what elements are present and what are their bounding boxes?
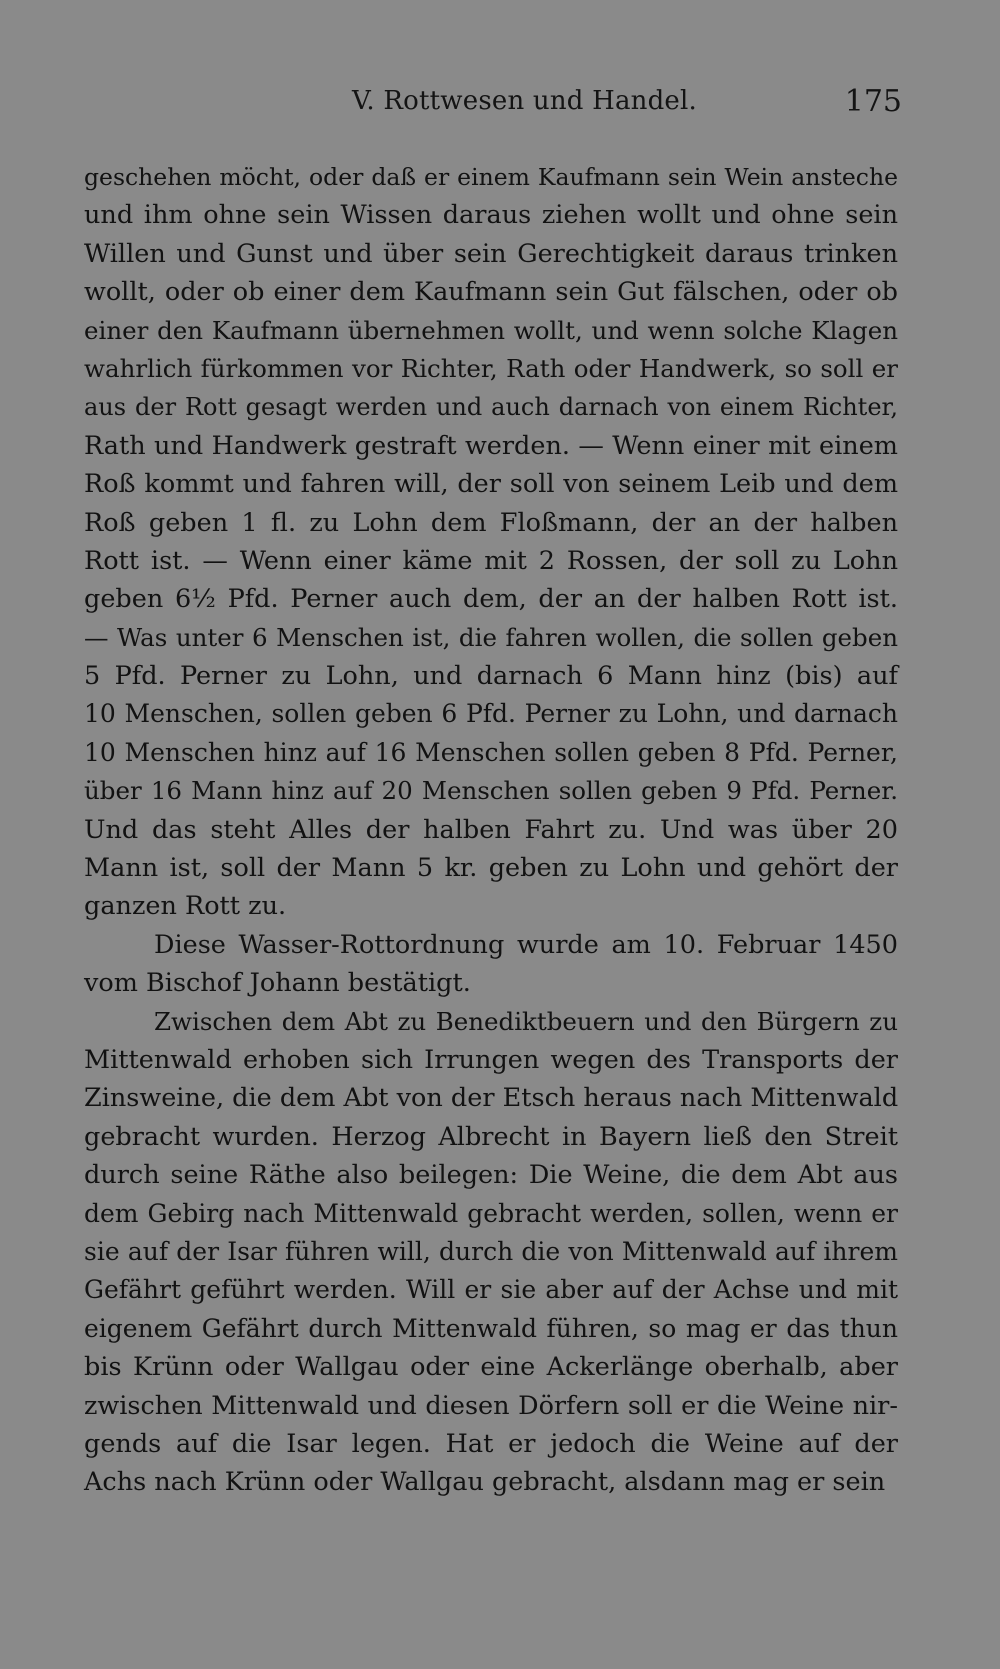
text-line: aus der Rott gesagt werden und auch darnach von einem Richter, [84,393,898,422]
text-line: 5 Pfd. Perner zu Lohn, und darnach 6 Mann hinz (bis) auf [84,661,898,692]
body-text [84,158,898,1502]
running-head [82,86,902,126]
text-line: — Was unter 6 Menschen ist, die fahren wollen, die sollen geben [84,622,898,652]
text-line: Roß kommt und fahren will, der soll von seinem Leib und dem [84,469,898,500]
text-line: 10 Menschen, sollen geben 6 Pfd. Perner zu Lohn, und darnach [84,699,898,729]
text-line: und ihm ohne sein Wissen daraus ziehen wollt und ohne sein [84,200,898,231]
text-line: geben 6½ Pfd. Perner auch dem, der an der halben Rott ist. [84,584,898,615]
text-line: Mittenwald erhoben sich Irrungen wegen des Transports der [84,1044,898,1075]
text-line: Rath und Handwerk gestraft werden. — Wenn einer mit einem [84,430,898,461]
page-number: 175 [844,84,902,119]
text-line: durch seine Räthe also beilegen: Die Weine, die dem Abt aus [84,1160,898,1191]
paragraph [84,1003,898,1502]
text-line: über 16 Mann hinz auf 20 Menschen sollen geben 9 Pfd. Perner. [84,776,898,806]
text-line: zwischen Mittenwald und diesen Dörfern soll er die Weine nir- [84,1390,898,1421]
text-line: einer den Kaufmann übernehmen wollt, und wenn solche Klagen [84,315,898,345]
text-line: Gefährt geführt werden. Will er sie aber auf der Achse und mit [84,1275,898,1305]
text-line: Diese Wasser-Rottordnung wurde am 10. Februar 1450 [154,929,898,960]
text-line: 10 Menschen hinz auf 16 Menschen sollen geben 8 Pfd. Perner, [84,737,898,767]
text-line: Zinsweine, die dem Abt von der Etsch heraus nach Mittenwald [84,1083,899,1114]
running-title: V. Rottwesen und Handel. [352,86,697,116]
text-line: Willen und Gunst und über sein Gerechtigkeit daraus trinken [84,238,898,269]
text-line: eigenem Gefährt durch Mittenwald führen, so mag er das thun [84,1313,898,1343]
text-line: ganzen Rott zu. [84,891,287,922]
text-line: dem Gebirg nach Mittenwald gebracht werden, sollen, wenn er [84,1198,898,1228]
text-line: gebracht wurden. Herzog Albrecht in Bayern ließ den Streit [84,1121,898,1152]
text-line: wollt, oder ob einer dem Kaufmann sein Gut fälschen, oder ob [84,277,898,308]
text-line: vom Bischof Johann bestätigt. [84,968,471,999]
text-line: Mann ist, soll der Mann 5 kr. geben zu Lohn und gehört der [84,853,898,884]
text-line: Achs nach Krünn oder Wallgau gebracht, alsdann mag er sein [84,1467,886,1498]
text-line: Rott ist. — Wenn einer käme mit 2 Rossen, der soll zu Lohn [84,545,898,576]
text-line: Roß geben 1 fl. zu Lohn dem Floßmann, der an der halben [84,507,898,538]
text-line: bis Krünn oder Wallgau oder eine Ackerlänge oberhalb, aber [84,1352,898,1383]
text-line: Zwischen dem Abt zu Benediktbeuern und den Bürgern zu [154,1006,898,1036]
paragraph [84,926,898,1003]
text-line: gends auf die Isar legen. Hat er jedoch die Weine auf der [84,1428,898,1459]
paragraph [84,158,898,926]
text-line: wahrlich fürkommen vor Richter, Rath oder Handwerk, so soll er [84,353,898,383]
text-line: sie auf der Isar führen will, durch die von Mittenwald auf ihrem [84,1236,898,1266]
text-line: Und das steht Alles der halben Fahrt zu. Und was über 20 [84,814,898,845]
text-line: geschehen möcht, oder daß er einem Kaufmann sein Wein ansteche [84,163,898,191]
